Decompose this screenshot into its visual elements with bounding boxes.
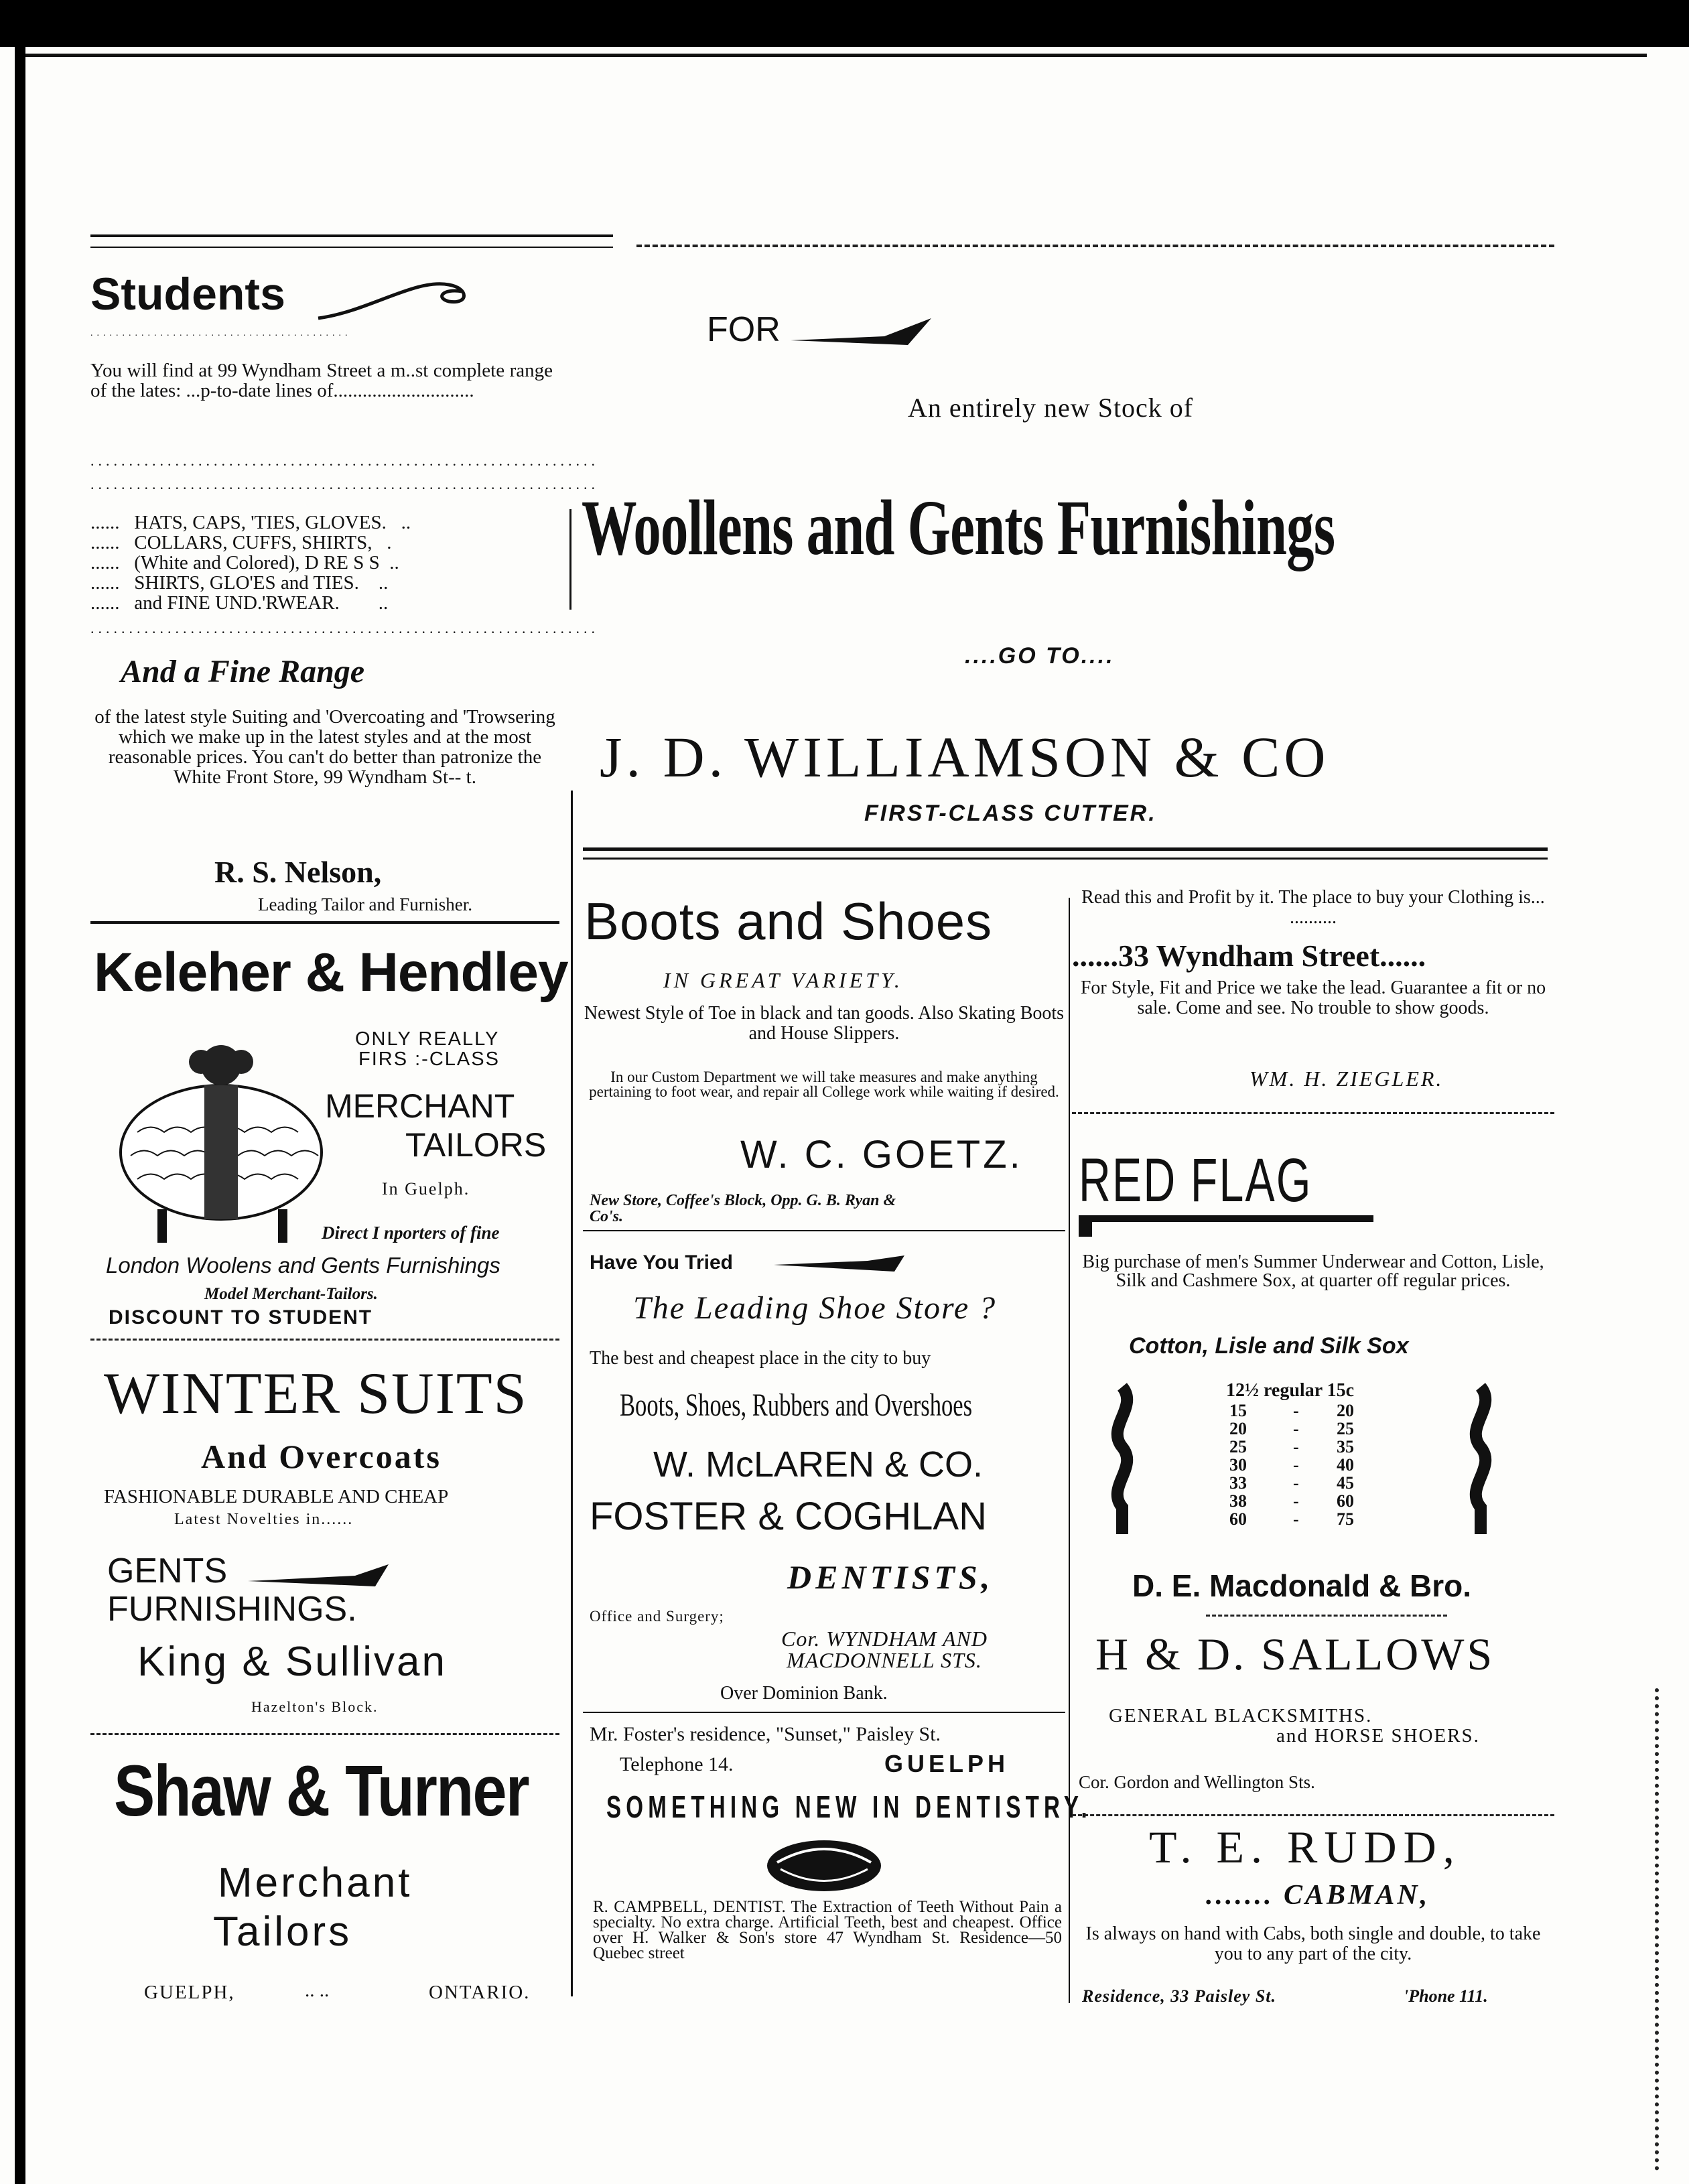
dotted-separator: ..................................................................: [90, 476, 599, 492]
red-flag-heading: RED FLAG: [1079, 1146, 1312, 1215]
sox-row: 15 - 20: [1229, 1401, 1354, 1420]
nelson-name: R. S. Nelson,: [214, 855, 382, 889]
woollens-heading: Woollens and Gents Furnishings: [582, 484, 1335, 571]
newest-style: Newest Style of Toe in black and tan goods. Also Skating Boots and House Slippers.: [584, 1003, 1065, 1044]
pointer-swoosh-icon: [791, 315, 938, 348]
direct-importers: Direct I nporters of fine: [322, 1223, 500, 1243]
sox-title: Cotton, Lisle and Silk Sox: [1129, 1333, 1409, 1359]
header-rule-left-2: [90, 247, 613, 248]
first-class-cutter: FIRST-CLASS CUTTER.: [864, 801, 1157, 826]
leading-shoe-store: The Leading Shoe Store ?: [633, 1290, 997, 1326]
sox-header: 12½ regular 15c: [1226, 1380, 1355, 1401]
col2-rule: [583, 1230, 1065, 1231]
fashionable: FASHIONABLE DURABLE AND CHEAP: [104, 1486, 449, 1507]
keleher-title: Keleher & Hendley: [94, 942, 568, 1003]
read-this: Read this and Profit by it. The place to buy your Clothing is... ..........: [1081, 887, 1545, 928]
boots-shoes-heading: Boots and Shoes: [584, 892, 993, 951]
students-title: Students: [90, 269, 285, 320]
col1-dashed-rule: [90, 1339, 559, 1341]
model-tailors: Model Merchant-Tailors.: [204, 1285, 378, 1303]
tailors-label: TAILORS: [405, 1126, 547, 1164]
pointer-swoosh-icon: [248, 1561, 395, 1588]
sallows-name: H & D. SALLOWS: [1095, 1629, 1495, 1680]
mclaren-name: W. McLAREN & CO.: [653, 1444, 984, 1485]
macdonald-name: D. E. Macdonald & Bro.: [1132, 1568, 1472, 1603]
great-variety: IN GREAT VARIETY.: [663, 968, 903, 992]
custom-dept: In our Custom Department we will take measures and make anything pertaining to foot wear, and repair all College work while waiting if desired.: [589, 1069, 1059, 1100]
sox-row: 20 - 25: [1229, 1419, 1354, 1438]
telephone: Telephone 14.: [620, 1753, 734, 1775]
goods-line: ...... HATS, CAPS, 'TIES, GLOVES. ..: [90, 512, 411, 533]
go-to: ....GO TO....: [965, 643, 1115, 669]
only-really: ONLY REALLY: [355, 1028, 500, 1050]
goods-list: [90, 513, 553, 613]
ontario-label: ONTARIO.: [429, 1982, 531, 2003]
for-label: FOR: [707, 310, 781, 349]
corner-address: Cor. WYNDHAM AND MACDONNELL STS.: [781, 1627, 988, 1672]
boots-list: Boots, Shoes, Rubbers and Overshoes: [620, 1387, 973, 1423]
students-dotted-line: .........................................: [90, 328, 352, 338]
hazelton-block: Hazelton's Block.: [251, 1698, 379, 1715]
in-guelph: In Guelph.: [382, 1179, 470, 1199]
horse-shoers: and HORSE SHOERS.: [1276, 1725, 1480, 1747]
something-new: SOMETHING NEW IN DENTISTRY.: [606, 1789, 1092, 1824]
over-dominion: Over Dominion Bank.: [720, 1683, 888, 1704]
best-cheapest: The best and cheapest place in the city to buy: [590, 1348, 931, 1369]
sox-row: 30 - 40: [1229, 1455, 1354, 1475]
merchant-2: Merchant: [218, 1860, 413, 1906]
column-divider: [571, 791, 573, 1996]
shaw-turner: Shaw & Turner: [114, 1750, 529, 1831]
cor-gordon: Cor. Gordon and Wellington Sts.: [1079, 1772, 1315, 1792]
always-on-hand: Is always on hand with Cabs, both single and double, to take you to any part of the city.: [1085, 1923, 1541, 1964]
williamson-heading: J. D. WILLIAMSON & CO: [600, 725, 1330, 789]
goods-line: ...... and FINE UND.'RWEAR. ..: [90, 592, 389, 614]
goods-line: ...... COLLARS, CUFFS, SHIRTS, .: [90, 532, 392, 553]
tailors-2: Tailors: [213, 1909, 352, 1955]
col1-rule: [90, 921, 559, 924]
entirely-new: An entirely new Stock of: [908, 393, 1194, 423]
dentists-heading: DENTISTS,: [787, 1558, 994, 1596]
rudd-residence: Residence, 33 Paisley St.: [1082, 1986, 1277, 2006]
column-divider: [1069, 898, 1070, 2003]
twist-ornament-icon: [1461, 1387, 1501, 1534]
banner-rule: [583, 858, 1548, 860]
rudd-phone: 'Phone 111.: [1404, 1986, 1488, 2006]
guelph-label: GUELPH,: [144, 1982, 235, 2003]
goods-line: ...... SHIRTS, GLO'ES and TIES. ..: [90, 572, 389, 594]
col1-dashed-rule: [90, 1733, 559, 1735]
foster-residence: Mr. Foster's residence, "Sunset," Paisley St.: [590, 1723, 941, 1745]
right-scan-speckle: [1655, 1688, 1671, 2171]
header-rule-left: [90, 234, 613, 237]
and-overcoats: And Overcoats: [201, 1438, 442, 1475]
merchant-label: MERCHANT: [325, 1087, 515, 1125]
ram-illustration-icon: [111, 1032, 332, 1246]
goods-line: ...... (White and Colored), D RE S S ..: [90, 552, 399, 573]
sox-row: 38 - 60: [1229, 1491, 1354, 1511]
students-intro: You will find at 99 Wyndham Street a m..st complete range of the lates: ...p-to-date lines of.............................: [90, 360, 553, 401]
new-store: New Store, Coffee's Block, Opp. G. B. Ryan & Co's.: [590, 1192, 896, 1225]
twist-ornament-icon: [1102, 1387, 1142, 1534]
discount-to-students: DISCOUNT TO STUDENT: [109, 1306, 373, 1328]
banner-rule: [583, 847, 1548, 851]
col2-rule: [583, 1712, 1065, 1713]
pointer-swoosh-icon: [774, 1254, 908, 1274]
first-class: FIRS :-CLASS: [358, 1048, 500, 1070]
big-purchase: Big purchase of men's Summer Underwear and Cotton, Lisle, Silk and Cashmere Sox, at quarter off regular prices.: [1082, 1251, 1544, 1291]
cabman-label: ....... CABMAN,: [1206, 1880, 1430, 1911]
sox-row: 33 - 45: [1229, 1473, 1354, 1493]
office-surgery: Office and Surgery;: [590, 1608, 724, 1625]
rudd-name: T. E. RUDD,: [1149, 1822, 1461, 1872]
col3-dashed-rule: [1206, 1615, 1447, 1617]
general-blacksmiths: GENERAL BLACKSMITHS.: [1109, 1705, 1373, 1726]
col3-dashed-rule: [1072, 1814, 1554, 1816]
fine-range-heading: And a Fine Range: [121, 654, 365, 689]
dotted-separator: ..................................................................: [90, 452, 599, 469]
wyndham-33: ......33 Wyndham Street......: [1072, 939, 1426, 973]
col3-dashed-rule: [1072, 1112, 1554, 1114]
sox-row: 60 - 75: [1229, 1509, 1354, 1529]
flag-banner-icon: [1079, 1214, 1380, 1238]
furnishings-label: FURNISHINGS.: [107, 1590, 357, 1629]
dentures-illustration-icon: [764, 1836, 884, 1896]
flourish-icon: [315, 271, 476, 325]
latest-novelties: Latest Novelties in......: [174, 1511, 354, 1528]
sox-row: 25 - 35: [1229, 1437, 1354, 1456]
goetz-name: W. C. GOETZ.: [740, 1133, 1023, 1176]
sox-price-table: [1229, 1402, 1377, 1528]
foster-coghlan: FOSTER & COGHLAN: [590, 1495, 987, 1538]
top-scan-border: [0, 0, 1689, 47]
column-divider: [569, 509, 571, 610]
have-you-tried: Have You Tried: [590, 1251, 733, 1274]
nelson-sub: Leading Tailor and Furnisher.: [258, 894, 473, 914]
header-rule-right: [636, 245, 1554, 250]
guelph-2: GUELPH: [884, 1750, 1010, 1777]
left-scan-border: [15, 47, 25, 2184]
london-woolens: London Woolens and Gents Furnishings: [106, 1253, 500, 1278]
ziegler-name: WM. H. ZIEGLER.: [1249, 1067, 1444, 1091]
for-style: For Style, Fit and Price we take the lead. Guarantee a fit or no sale. Come and see. No trouble to show goods.: [1080, 977, 1546, 1018]
gents-label: GENTS: [107, 1552, 228, 1590]
winter-suits: WINTER SUITS: [104, 1361, 528, 1426]
campbell-dentist: R. CAMPBELL, DENTIST. The Extraction of Teeth Without Pain a specialty. No extra charge. Artificial Teeth, best and cheapest. Office over H. Walker & Son's store 47 Wyndham St. Residence—50 Quebec street: [593, 1898, 1062, 1962]
king-sullivan: King & Sullivan: [137, 1639, 448, 1685]
fine-range-text: of the latest style Suiting and 'Overcoating and 'Trowsering which we make up in the latest styles and at the most reasonable prices. You can't do better than patronize the White Front Store, 99 Wyndham St-- t.: [94, 706, 555, 788]
dotted-separator: ..................................................................: [90, 620, 599, 636]
top-thin-rule: [25, 54, 1647, 57]
guelph-dash: .. ..: [305, 1980, 330, 2001]
